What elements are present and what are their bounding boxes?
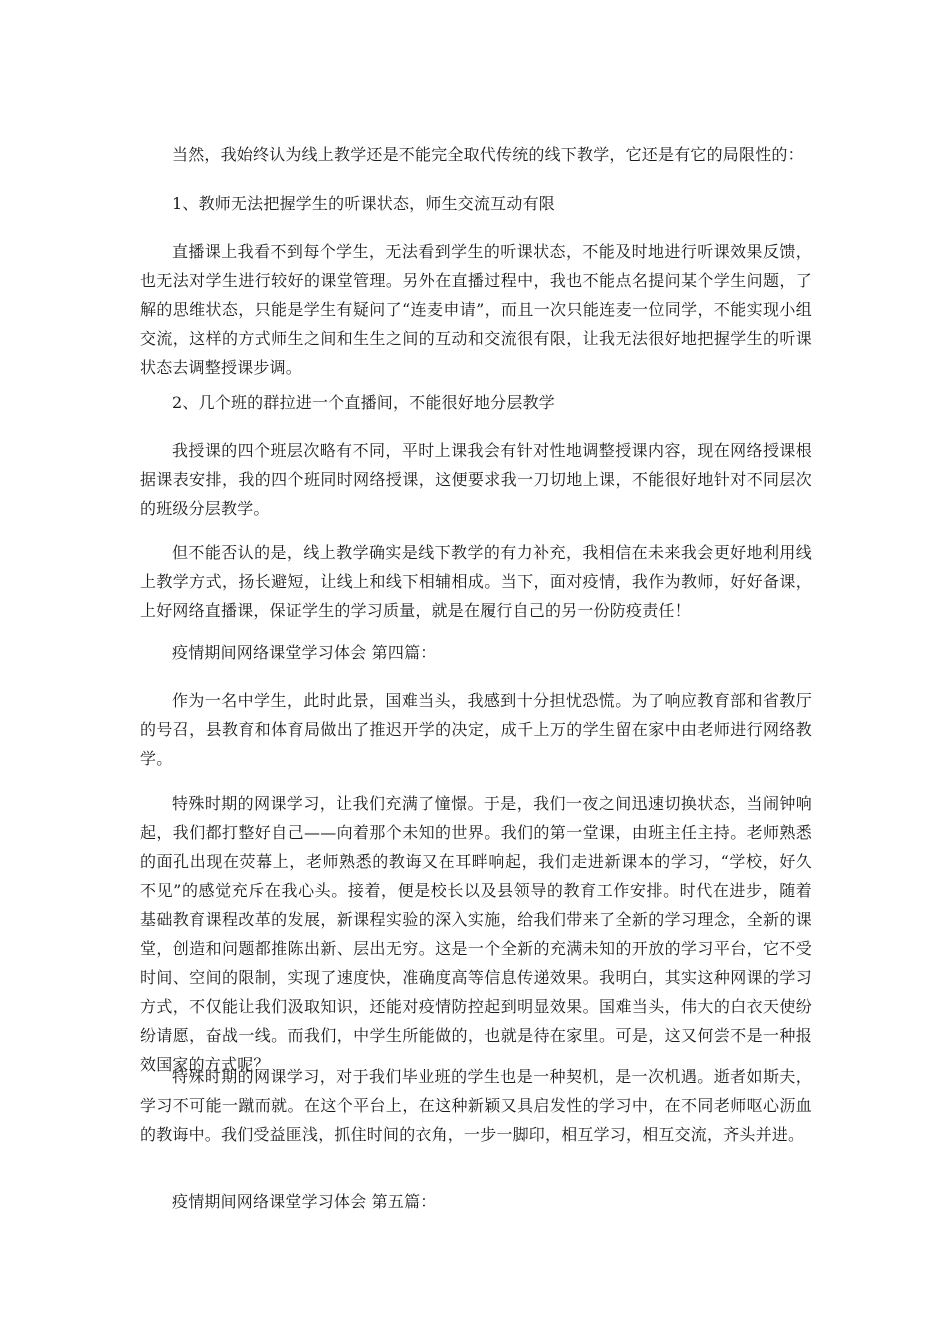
section-heading-4: 疫情期间网络课堂学习体会 第四篇： bbox=[172, 643, 437, 662]
point-heading-1: 1、教师无法把握学生的听课状态，师生交流互动有限 bbox=[172, 194, 555, 213]
paragraph-point-2: 我授课的四个班层次略有不同，平时上课我会有针对性地调整授课内容，现在网络授课根据课表安排，我的四个班同时网络授课，这便要求我一刀切地上课，不能很好地针对不同层次的班级分层教学。 bbox=[140, 441, 812, 518]
paragraph-intro: 当然，我始终认为线上教学还是不能完全取代传统的线下教学，它还是有它的局限性的： bbox=[172, 145, 804, 164]
paragraph-conclusion: 但不能否认的是，线上教学确实是线下教学的有力补充，我相信在未来我会更好地利用线上教学方式，扬长避短，让线上和线下相辅相成。当下，面对疫情，我作为教师，好好备课，上好网络直播课，保证学生的学习质量，就是在履行自己的另一份防疫责任！ bbox=[140, 543, 812, 620]
paragraph-essay4-2: 特殊时期的网课学习，让我们充满了憧憬。于是，我们一夜之间迅速切换状态，当闹钟响起，我们都打整好自己——向着那个未知的世界。我们的第一堂课，由班主任主持。老师熟悉的面孔出现在荧幕上，老师熟悉的教诲又在耳畔响起，我们走进新课本的学习，“学校，好久不见”的感觉充斥在我心头。接着，便是校长以及县领导的教育工作安排。时代在进步，随着基础教育课程改革的发展，新课程实验的深入实施，给我们带来了全新的学习理念，全新的课堂，创造和问题都推陈出新、层出无穷。这是一个全新的充满未知的开放的学习平台，它不受时间、空间的限制，实现了速度快，准确度高等信息传递效果。我明白，其实这种网课的学习方式，不仅能让我们汲取知识，还能对疫情防控起到明显效果。国难当头，伟大的白衣天使纷纷请愿，奋战一线。而我们，中学生所能做的，也就是待在家里。可是，这又何尝不是一种报效国家的方式呢？ bbox=[140, 794, 812, 1074]
point-heading-2: 2、几个班的群拉进一个直播间，不能很好地分层教学 bbox=[172, 393, 555, 412]
paragraph-essay4-1: 作为一名中学生，此时此景，国难当头，我感到十分担忧恐慌。为了响应教育部和省教厅的号召，县教育和体育局做出了推迟开学的决定，成千上万的学生留在家中由老师进行网络教学。 bbox=[140, 691, 812, 768]
paragraph-essay4-3: 特殊时期的网课学习，对于我们毕业班的学生也是一种契机，是一次机遇。逝者如斯夫，学习不可能一蹴而就。在这个平台上，在这种新颖又具启发性的学习中，在不同老师呕心沥血的教诲中。我们受益匪浅，抓住时间的衣角，一步一脚印，相互学习，相互交流，齐头并进。 bbox=[140, 1067, 812, 1144]
paragraph-point-1: 直播课上我看不到每个学生，无法看到学生的听课状态，不能及时地进行听课效果反馈，也无法对学生进行较好的课堂管理。另外在直播过程中，我也不能点名提问某个学生问题，了解的思维状态，只能是学生有疑问了“连麦申请”，而且一次只能连麦一位同学，不能实现小组交流，这样的方式师生之间和生生之间的互动和交流很有限，让我无法很好地把握学生的听课状态去调整授课步调。 bbox=[140, 242, 812, 377]
section-heading-5: 疫情期间网络课堂学习体会 第五篇： bbox=[172, 1192, 437, 1211]
